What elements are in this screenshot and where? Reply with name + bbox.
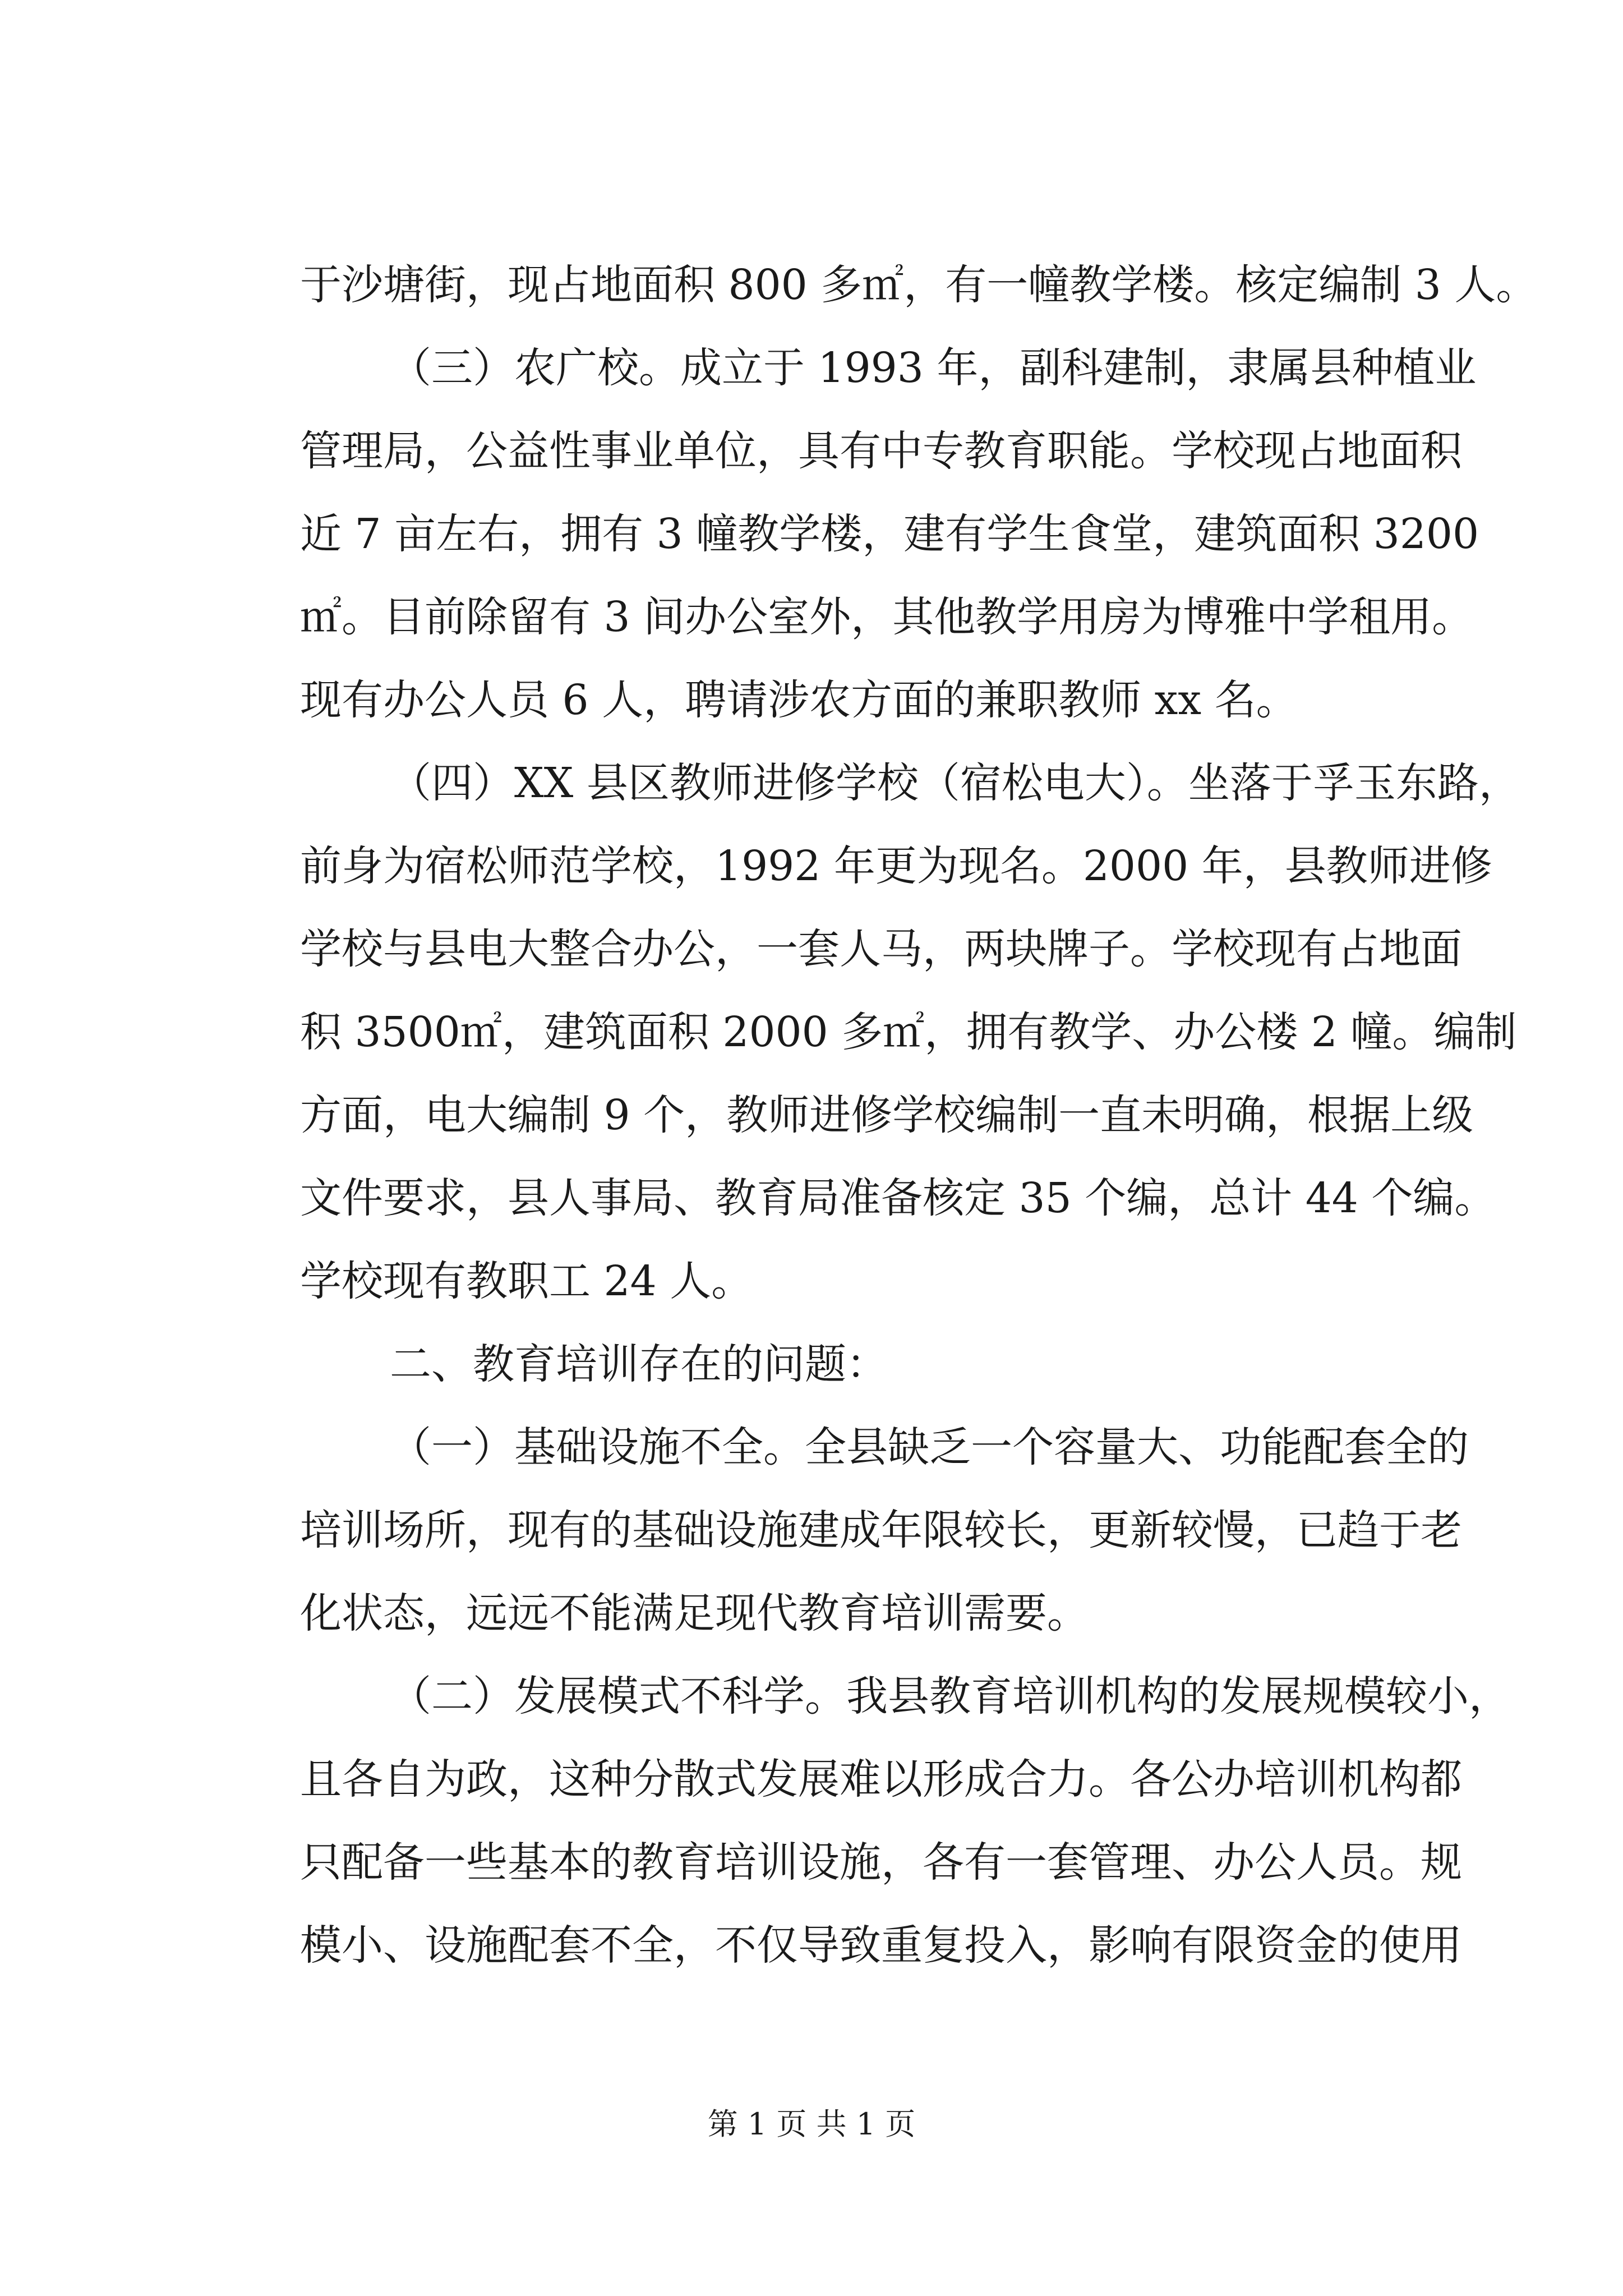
text-line: 化状态，远远不能满足现代教育培训需要。 [300, 1589, 1089, 1637]
text-line: ㎡。目前除留有 3 间办公室外，其他教学用房为博雅中学租用。 [300, 593, 1474, 641]
text-line: （三）农广校。成立于 1993 年，副科建制，隶属县种植业 [390, 344, 1477, 392]
text-line: 模小、设施配套不全，不仅导致重复投入，影响有限资金的使用 [300, 1921, 1462, 1970]
text-line: （二）发展模式不科学。我县教育培训机构的发展规模较小， [390, 1672, 1510, 1720]
text-line: 前身为宿松师范学校，1992 年更为现名。2000 年，县教师进修 [300, 842, 1492, 890]
text-line: 学校现有教职工 24 人。 [300, 1257, 753, 1305]
text-line: 管理局，公益性事业单位，具有中专教育职能。学校现占地面积 [300, 427, 1462, 475]
text-line: 培训场所，现有的基础设施建成年限较长，更新较慢，已趋于老 [300, 1506, 1462, 1554]
text-line: （一）基础设施不全。全县缺乏一个容量大、功能配套全的 [390, 1423, 1469, 1471]
section-heading: 二、教育培训存在的问题： [390, 1340, 888, 1388]
text-line: 学校与县电大整合办公，一套人马，两块牌子。学校现有占地面 [300, 925, 1462, 973]
page-footer: 第 1 页 共 1 页 [707, 2106, 916, 2142]
text-line: 只配备一些基本的教育培训设施，各有一套管理、办公人员。规 [300, 1838, 1462, 1887]
text-line: 方面，电大编制 9 个，教师进修学校编制一直未明确，根据上级 [300, 1091, 1474, 1139]
text-line: 积 3500㎡，建筑面积 2000 多㎡，拥有教学、办公楼 2 幢。编制 [300, 1008, 1517, 1056]
text-line: 近 7 亩左右，拥有 3 幢教学楼，建有学生食堂，建筑面积 3200 [300, 510, 1479, 558]
text-line: 文件要求，县人事局、教育局准备核定 35 个编，总计 44 个编。 [300, 1174, 1496, 1222]
text-line: （四）XX 县区教师进修学校（宿松电大）。坐落于孚玉东路， [390, 759, 1520, 807]
text-line: 于沙塘街，现占地面积 800 多㎡，有一幢教学楼。核定编制 3 人。 [300, 261, 1538, 309]
text-line: 且各自为政，这种分散式发展难以形成合力。各公办培训机构都 [300, 1755, 1462, 1803]
text-line: 现有办公人员 6 人，聘请涉农方面的兼职教师 xx 名。 [300, 676, 1298, 724]
